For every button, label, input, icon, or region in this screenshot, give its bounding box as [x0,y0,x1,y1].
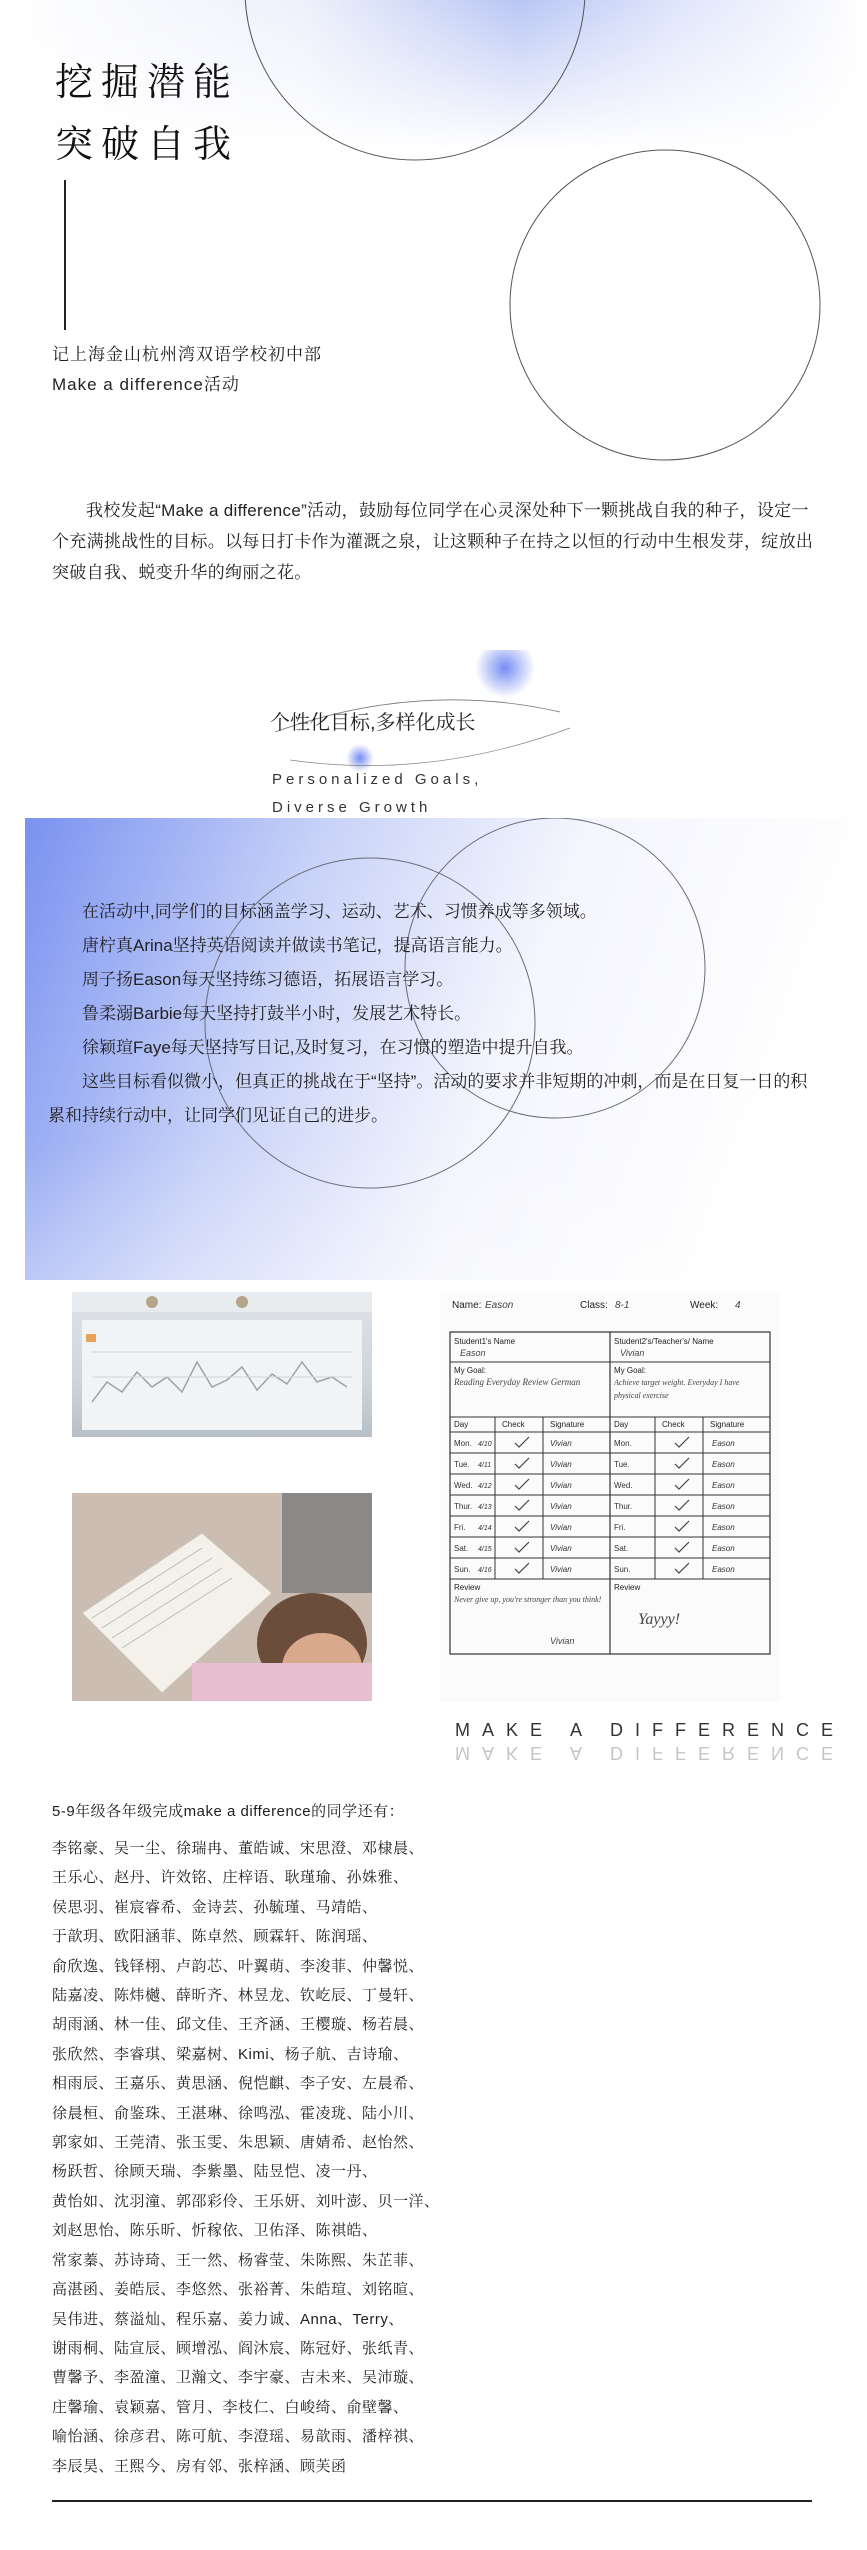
sheet-col-day-left: Day [454,1420,469,1429]
section2-paragraph: 唐柠真Arina坚持英语阅读并做读书笔记，提高语言能力。 [82,936,513,955]
section2-english-title [272,766,482,822]
reading-illustration [72,1493,372,1701]
sheet-col-check-left: Check [502,1420,525,1429]
sheet-review-label-left: Review [454,1583,481,1592]
names-line: 李铭豪、吴一尘、徐瑞冉、董皓诚、宋思澄、邓棣晨、 [52,1840,425,1857]
sheet-day-left: Tue. [454,1460,470,1469]
make-a-difference-label: MAKE A DIFFERENCE [455,1720,846,1740]
names-heading: 5-9年级各年级完成make a difference的同学还有： [52,1803,405,1820]
names-line: 徐晨桓、俞鉴珠、王湛琳、徐鸣泓、霍凌珑、陆小川、 [52,2104,425,2122]
sheet-signature-left: Vivian [550,1523,572,1532]
sheet-review-label-right: Review [614,1583,641,1592]
bottom-divider [52,2500,812,2502]
sheet-signature-left: Vivian [550,1565,572,1574]
sheet-signature-right: Eason [712,1565,735,1574]
sheet-day-left: Mon. [454,1439,472,1448]
sheet-date-left: 4/12 [478,1483,492,1490]
names-list [52,1834,832,2481]
section2-title: 个性化目标,多样化成长 [270,712,476,734]
names-line: 杨跃哲、徐顾天瑞、李紫墨、陆昱恺、凌一丹、 [52,2163,378,2181]
sheet-week-label: Week: [690,1300,719,1311]
sheet-signature-right: Eason [712,1460,735,1469]
section2-en-line2: Diverse Growth [272,799,432,816]
names-line: 庄馨瑜、袁颖嘉、管月、李枝仁、白峻绮、俞壁馨、 [52,2398,409,2416]
names-line: 曹馨予、李盈潼、卫瀚文、李宇豪、吉未来、吴沛璇、 [52,2369,425,2387]
sheet-review-right: Yayyy! [638,1611,681,1628]
intro-paragraph: 我校发起“Make a difference”活动，鼓励每位同学在心灵深处种下一颗挑战自我的种子，设定一个充满挑战性的目标。以每日打卡作为灌溉之泉，让这颗种子在持之以恒的行动中生根发芽，绽放出突破自我、蜕变升华的绚丽之花。 [52,501,814,582]
sheet-teacher-label: Student2's/Teacher's/ Name [614,1337,714,1346]
sheet-date-left: 4/13 [478,1504,492,1511]
sheet-date-left: 4/11 [478,1462,492,1469]
hero-divider [64,180,66,330]
names-line: 吴伟进、蔡溢灿、程乐嘉、姜力诚、Anna、Terry、 [52,2310,404,2328]
sheet-col-day-right: Day [614,1420,629,1429]
names-line: 喻怡涵、徐彦君、陈可航、李澄瑶、易歆雨、潘梓祺、 [52,2428,425,2446]
sheet-day-left: Fri. [454,1523,466,1532]
sheet-signature-right: Eason [712,1439,735,1448]
laptop-screen-photo [72,1292,372,1437]
names-line: 郭家如、王莞清、张玉雯、朱思颖、唐婧希、赵怡然、 [52,2134,425,2152]
section2-paragraph: 鲁柔溺Barbie每天坚持打鼓半小时，发展艺术特长。 [82,1004,472,1023]
section2-paragraph: 徐颖瑄Faye每天坚持写日记,及时复习，在习惯的塑造中提升自我。 [82,1038,584,1057]
section2-en-line1: Personalized Goals, [272,771,483,788]
sheet-day-right: Tue. [614,1460,630,1469]
sheet-date-left: 4/16 [478,1567,492,1574]
sheet-signature-right: Eason [712,1544,735,1553]
names-line: 陆嘉凌、陈炜樾、薛昕齐、林昱龙、钦屹辰、丁曼轩、 [52,1987,425,2005]
sheet-date-left: 4/14 [478,1525,492,1532]
hero-title-line1: 挖掘潜能 [55,62,240,104]
section2-paragraph: 在活动中,同学们的目标涵盖学习、运动、艺术、习惯养成等多领域。 [82,902,597,921]
section2-paragraph: 这些目标看似微小，但真正的挑战在于“坚持”。活动的要求并非短期的冲刺，而是在日复一日的积累和持续行动中，让同学们见证自己的进步。 [48,1072,808,1125]
section2-paragraph: 周子扬Eason每天坚持练习德语，拓展语言学习。 [82,970,454,989]
names-line: 王乐心、赵丹、许效铭、庄梓语、耿瑾瑜、孙姝雅、 [52,1869,409,1887]
names-line: 相雨辰、王嘉乐、黄思涵、倪恺麒、李子安、左晨希、 [52,2075,425,2093]
hero-title [55,52,239,176]
names-line: 刘赵思怡、陈乐昕、忻稼依、卫佑泽、陈祺皓、 [52,2222,378,2240]
section2-body [48,895,808,1133]
hero-subtitle-line1: 记上海金山杭州湾双语学校初中部 [52,345,322,364]
sheet-col-check-right: Check [662,1420,685,1429]
names-line: 黄怡如、沈羽潼、郭邵彩伶、王乐妍、刘叶澎、贝一洋、 [52,2192,440,2210]
sheet-day-left: Wed. [454,1481,473,1490]
sheet-signature-right: Eason [712,1502,735,1511]
sheet-name-value: Eason [485,1300,514,1311]
sheet-signature-left: Vivian [550,1439,572,1448]
hero-subtitle-line2: Make a difference活动 [52,375,240,394]
sheet-goal-label-left: My Goal: [454,1366,487,1375]
names-line: 常家蓁、苏诗琦、王一然、杨睿莹、朱陈熙、朱芷菲、 [52,2251,425,2269]
names-line: 侯思羽、崔宸睿希、金诗芸、孙毓瑾、马靖皓、 [52,1898,378,1916]
sheet-goal-label-right: My Goal: [614,1366,647,1375]
names-line: 于歆玥、欧阳涵菲、陈卓然、顾霖轩、陈润瑶、 [52,1928,378,1946]
sheet-col-sign-right: Signature [710,1420,745,1429]
sheet-date-left: 4/15 [478,1546,492,1553]
sheet-name-label: Name: [452,1300,482,1311]
sheet-class-value: 8-1 [615,1300,630,1311]
names-line: 李辰昊、王熙今、房有邻、张梓涵、顾芙函 [52,2457,347,2475]
make-a-difference-reflection: MAKE A DIFFERENCE [455,1743,846,1763]
sheet-day-right: Thur. [614,1502,633,1511]
sheet-signature-right: Eason [712,1523,735,1532]
check-in-sheet [440,1292,780,1702]
hero-title-line2: 突破自我 [55,124,240,166]
names-line: 张欣然、李睿琪、梁嘉树、Kimi、杨子航、吉诗瑜、 [52,2045,409,2063]
sheet-day-left: Thur. [454,1502,473,1511]
names-line: 胡雨涵、林一佳、邱文佳、王齐涵、王樱璇、杨若晨、 [52,2016,425,2034]
sheet-review-left: Never give up, you're stronger than you think! [454,1595,602,1604]
sheet-signature-left: Vivian [550,1481,572,1490]
sheet-class-label: Class: [580,1300,608,1311]
sheet-goal-left: Reading Everyday Review German [454,1377,581,1387]
sheet-student-value: Eason [460,1348,486,1358]
sheet-week-value: 4 [735,1300,741,1311]
sheet-day-right: Mon. [614,1439,632,1448]
laptop-screen-illustration [72,1292,372,1437]
hero-subtitle [52,340,322,400]
student-reading-photo [72,1493,372,1701]
sheet-teacher-value: Vivian [620,1348,645,1358]
sheet-col-sign-left: Signature [550,1420,585,1429]
sheet-goal-right: Achieve target weight. Everyday I have physical exercise [614,1378,740,1400]
names-line: 高湛函、姜皓辰、李悠然、张裕菁、朱皓瑄、刘铭暄、 [52,2281,425,2299]
sheet-day-left: Sun. [454,1565,471,1574]
sheet-signature-left: Vivian [550,1502,572,1511]
sheet-day-right: Sat. [614,1544,629,1553]
sheet-day-left: Sat. [454,1544,469,1553]
sheet-signature-left: Vivian [550,1544,572,1553]
sheet-signature-right: Eason [712,1481,735,1490]
sheet-student-label: Student1's Name [454,1337,516,1346]
sheet-day-right: Fri. [614,1523,626,1532]
sheet-review-left-signature: Vivian [550,1636,575,1646]
names-line: 俞欣逸、钱铎栩、卢韵芯、叶翼萌、李浚菲、仲馨悦、 [52,1957,425,1975]
names-line: 谢雨桐、陆宣辰、顾增泓、阎沐宸、陈冠妤、张纸青、 [52,2339,425,2357]
sheet-day-right: Wed. [614,1481,633,1490]
sheet-signature-left: Vivian [550,1460,572,1469]
sheet-date-left: 4/10 [478,1441,492,1448]
sheet-day-right: Sun. [614,1565,631,1574]
